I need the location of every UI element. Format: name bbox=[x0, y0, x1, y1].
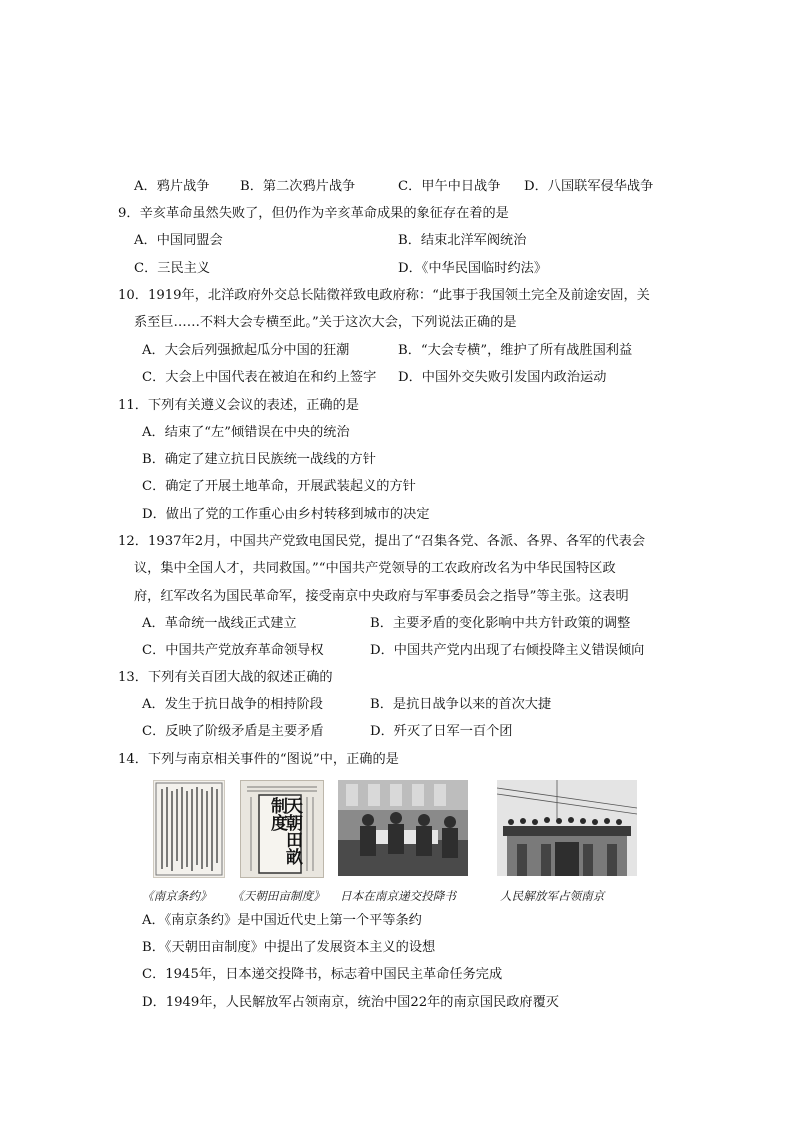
q9-stem: 9．辛亥革命虽然失败了，但仍作为辛亥革命成果的象征存在着的是 bbox=[118, 206, 509, 221]
q10-option-c: C．大会上中国代表在被迫在和约上签字 bbox=[142, 370, 377, 385]
q11-option-d: D．做出了党的工作重心由乡村转移到城市的决定 bbox=[142, 507, 430, 522]
q8-option-d: D．八国联军侵华战争 bbox=[524, 179, 654, 194]
q13-option-d: D．歼灭了日军一百个团 bbox=[370, 724, 513, 739]
q8-option-a: A．鸦片战争 bbox=[134, 179, 210, 194]
q12-option-b: B．主要矛盾的变化影响中共方针政策的调整 bbox=[370, 616, 631, 631]
pla-nanjing-image bbox=[497, 780, 637, 876]
q14-option-b: B．《天朝田亩制度》中提出了发展资本主义的设想 bbox=[142, 940, 436, 955]
q14-option-d: D．1949年，人民解放军占领南京，统治中国22年的南京国民政府覆灭 bbox=[142, 995, 559, 1010]
q10-option-d: D．中国外交失败引发国内政治运动 bbox=[398, 370, 607, 385]
caption-japan-surrender: 日本在南京递交投降书 bbox=[340, 889, 456, 903]
q8-option-b: B．第二次鸦片战争 bbox=[240, 179, 356, 194]
q14-option-c: C．1945年，日本递交投降书，标志着中国民主革命任务完成 bbox=[142, 967, 503, 982]
q12-option-d: D．中国共产党内出现了右倾投降主义错误倾向 bbox=[370, 643, 645, 658]
q8-option-c: C．甲午中日战争 bbox=[398, 179, 501, 194]
q10-stem-line1: 10．1919年，北洋政府外交总长陆徵祥致电政府称：“此事于我国领土完全及前途安固，关 bbox=[118, 288, 650, 303]
book-title: 天朝田畝制度 bbox=[267, 797, 302, 865]
q9-option-c: C．三民主义 bbox=[134, 261, 211, 276]
q9-option-b: B．结束北洋军阀统治 bbox=[398, 233, 527, 248]
q12-stem-line2: 议，集中全国人才，共同救国。”“中国共产党领导的工农政府改名为中华民国特区政 bbox=[134, 561, 616, 576]
presidential-palace-photo bbox=[497, 780, 637, 876]
treaty-document-icon bbox=[154, 781, 224, 877]
q10-option-a: A．大会后列强掀起瓜分中国的狂潮 bbox=[142, 343, 350, 358]
heavenly-land-system-book-image bbox=[240, 780, 324, 878]
q11-option-c: C．确定了开展土地革命，开展武装起义的方针 bbox=[142, 479, 416, 494]
caption-treaty-of-nanjing: 《南京条约》 bbox=[142, 889, 212, 903]
treaty-of-nanjing-image bbox=[153, 780, 225, 878]
q9-option-a: A．中国同盟会 bbox=[134, 233, 223, 248]
japan-surrender-image bbox=[338, 780, 468, 876]
q14-stem: 14．下列与南京相关事件的“图说”中，正确的是 bbox=[118, 752, 399, 767]
q11-option-a: A．结束了“左”倾错误在中央的统治 bbox=[142, 425, 350, 440]
q13-option-a: A．发生于抗日战争的相持阶段 bbox=[142, 697, 323, 712]
caption-heavenly-land-system: 《天朝田亩制度》 bbox=[232, 889, 325, 903]
q12-stem-line1: 12．1937年2月，中国共产党致电国民党，提出了“召集各党、各派、各界、各军的代表会 bbox=[118, 534, 646, 549]
q13-option-b: B．是抗日战争以来的首次大捷 bbox=[370, 697, 552, 712]
q14-option-a: A．《南京条约》是中国近代史上第一个平等条约 bbox=[142, 913, 422, 928]
q9-option-d: D．《中华民国临时约法》 bbox=[398, 261, 548, 276]
q12-option-c: C．中国共产党放弃革命领导权 bbox=[142, 643, 324, 658]
surrender-ceremony-photo bbox=[338, 780, 468, 876]
q11-stem: 11．下列有关遵义会议的表述，正确的是 bbox=[118, 398, 359, 413]
q10-option-b: B．“大会专横”，维护了所有战胜国利益 bbox=[398, 343, 633, 358]
caption-pla-nanjing: 人民解放军占领南京 bbox=[500, 889, 605, 903]
q13-stem: 13．下列有关百团大战的叙述正确的 bbox=[118, 670, 333, 685]
q12-stem-line3: 府，红军改名为国民革命军，接受南京中央政府与军事委员会之指导”等主张。这表明 bbox=[134, 589, 629, 604]
q10-stem-line2: 系至巨……不料大会专横至此。”关于这次大会，下列说法正确的是 bbox=[134, 315, 517, 330]
q13-option-c: C．反映了阶级矛盾是主要矛盾 bbox=[142, 724, 324, 739]
q12-option-a: A．革命统一战线正式建立 bbox=[142, 616, 297, 631]
q11-option-b: B．确定了建立抗日民族统一战线的方针 bbox=[142, 452, 376, 467]
